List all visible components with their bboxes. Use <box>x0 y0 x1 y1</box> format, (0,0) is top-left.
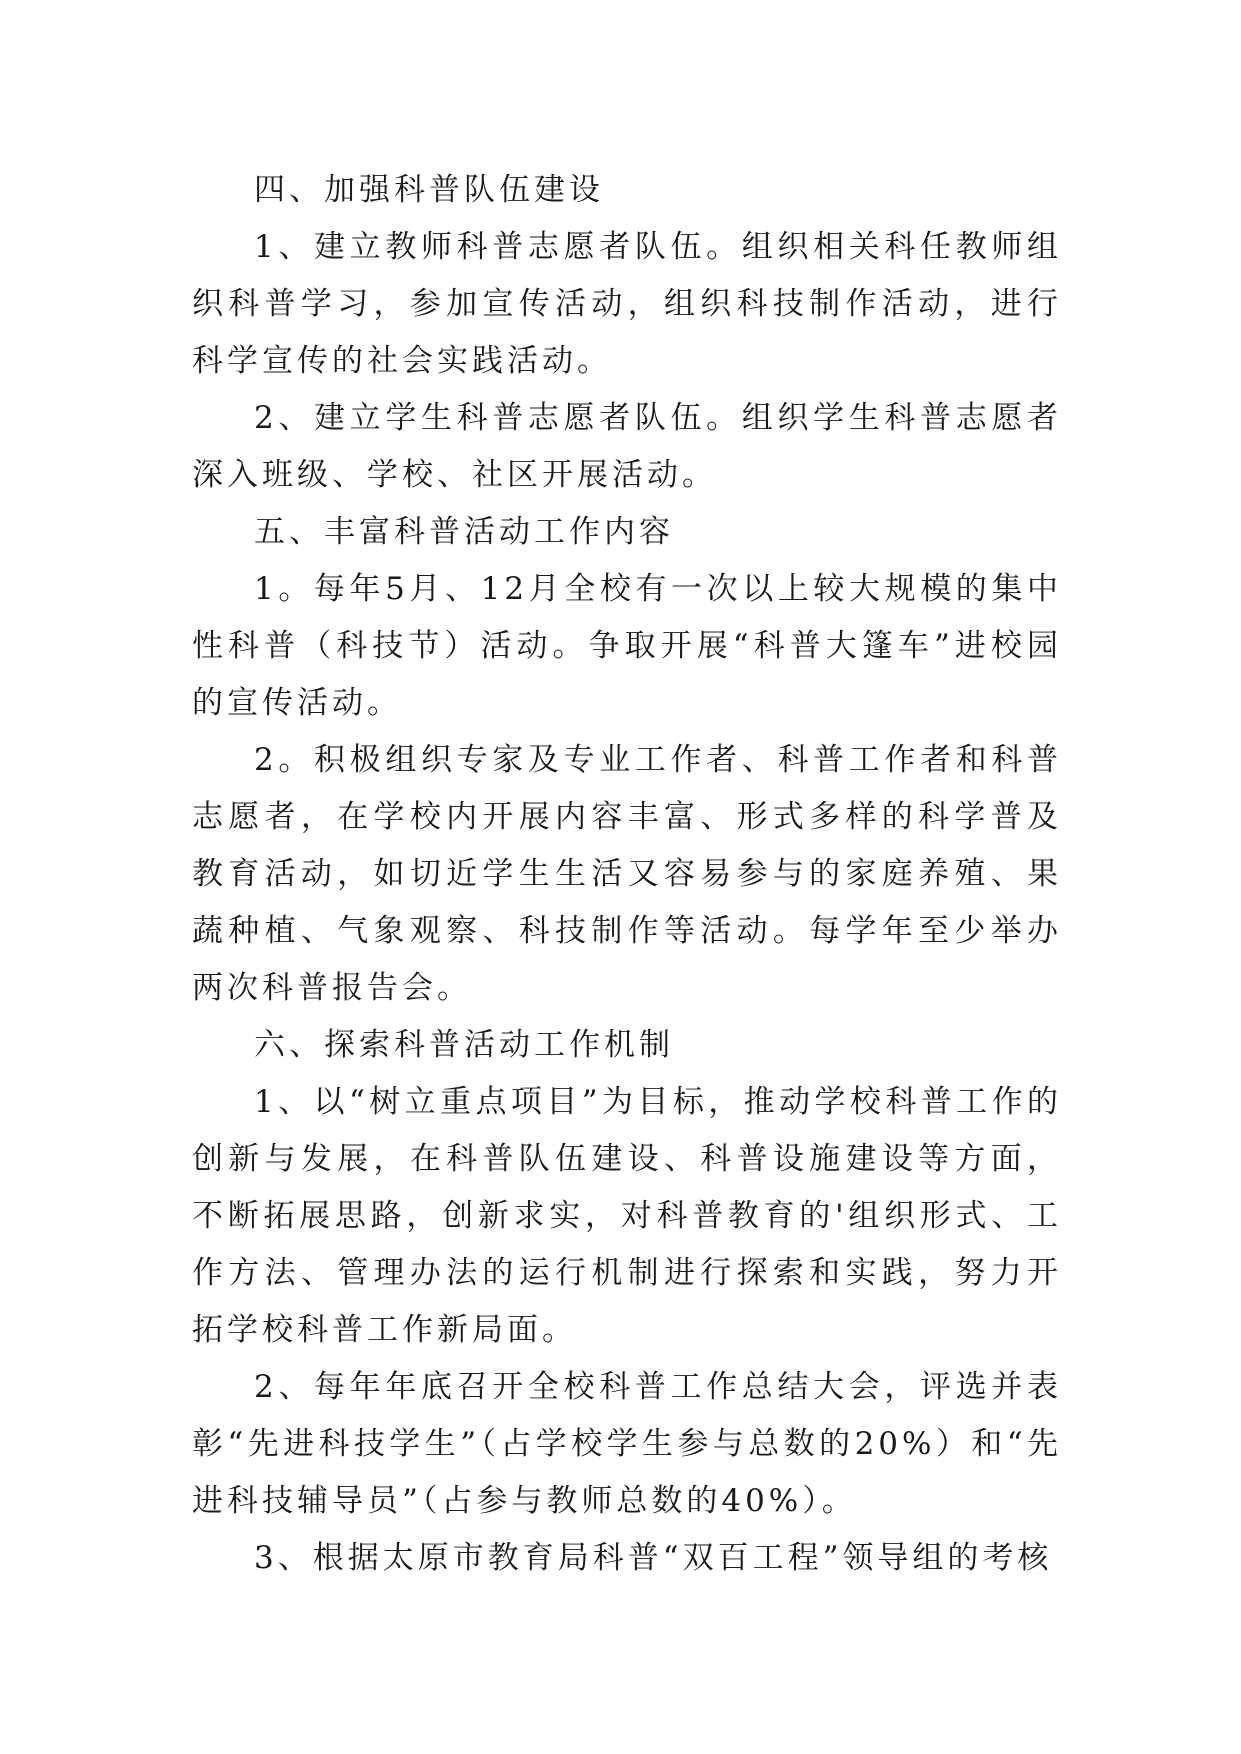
paragraph-assessment: 3、根据太原市教育局科普“双百工程”领导组的考核 <box>254 1540 1053 1576</box>
section-heading-4: 四、加强科普队伍建设 <box>254 172 604 208</box>
paragraph-student-volunteers: 2、建立学生科普志愿者队伍。组织学生科普志愿者深入班级、学校、社区开展活动。 <box>192 400 1062 493</box>
section-heading-5: 五、丰富科普活动工作内容 <box>254 514 674 550</box>
section-heading-6: 六、探索科普活动工作机制 <box>254 1027 674 1063</box>
paragraph-annual-events: 1。每年5月、12月全校有一次以上较大规模的集中性科普（科技节）活动。争取开展“科普大篷车”进校园的宣传活动。 <box>192 571 1062 721</box>
paragraph-teacher-volunteers: 1、建立教师科普志愿者队伍。组织相关科任教师组织科普学习，参加宣传活动，组织科技制作活动，进行科学宣传的社会实践活动。 <box>192 229 1062 379</box>
paragraph-annual-awards: 2、每年年底召开全校科普工作总结大会，评选并表彰“先进科技学生”（占学校学生参与总数的20%）和“先进科技辅导员”（占参与教师总数的40%）。 <box>192 1369 1062 1519</box>
paragraph-key-projects: 1、以“树立重点项目”为目标，推动学校科普工作的创新与发展，在科普队伍建设、科普设施建设等方面，不断拓展思路，创新求实，对科普教育的'组织形式、工作方法、管理办法的运行机制进行探索和实践，努力开拓学校科普工作新局面。 <box>192 1084 1062 1348</box>
document-body <box>192 162 1062 1587</box>
paragraph-expert-activities: 2。积极组织专家及专业工作者、科普工作者和科普志愿者，在学校内开展内容丰富、形式多样的科学普及教育活动，如切近学生生活又容易参与的家庭养殖、果蔬种植、气象观察、科技制作等活动。每学年至少举办两次科普报告会。 <box>192 742 1062 1006</box>
